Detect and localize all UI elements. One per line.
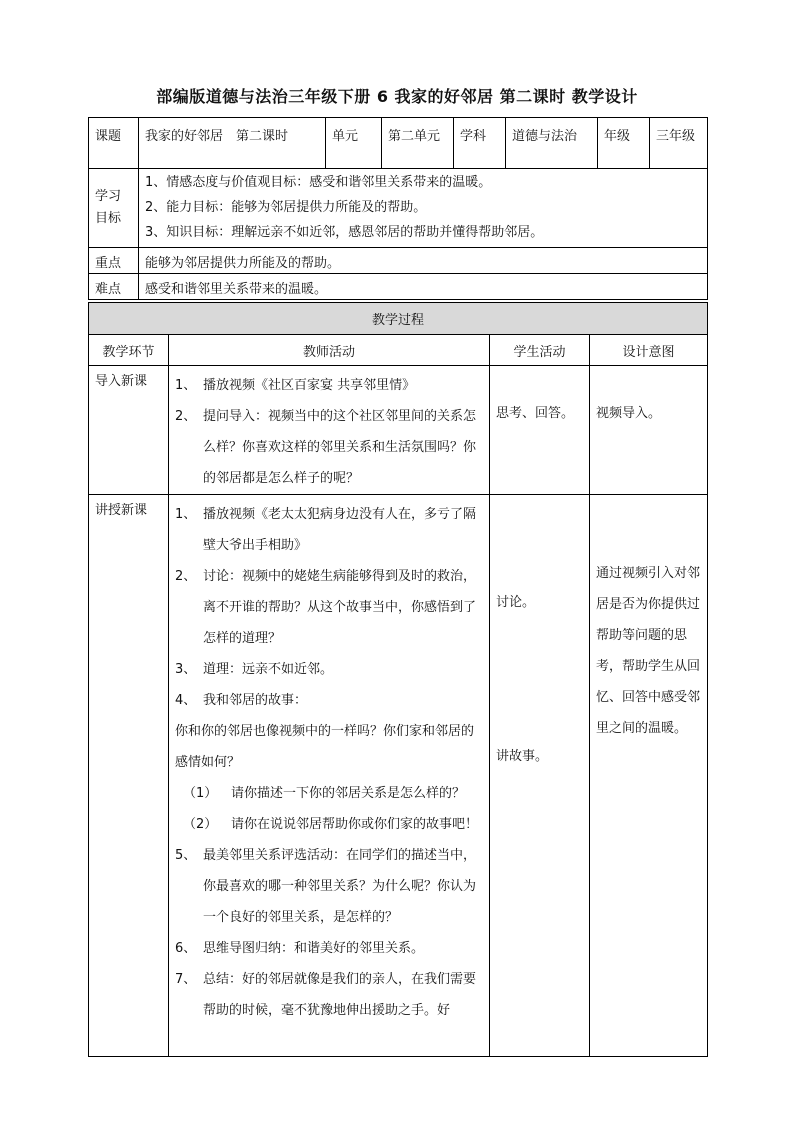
grade-label: 年级 <box>598 118 650 169</box>
lesson-intent: 通过视频引入对邻居是否为你提供过帮助等问题的思考，帮助学生从回忆、回答中感受邻里之间的温暖。 <box>590 495 708 1057</box>
lesson-item: 4、 我和邻居的故事： <box>175 693 308 708</box>
lesson-subitem: （2） 请你在说说邻居帮助你或你们家的故事吧！ <box>183 817 479 832</box>
lesson-student-1: 讨论。 <box>496 595 536 610</box>
goal-item: 3、知识目标：理解远亲不如近邻，感恩邻居的帮助并懂得帮助邻居。 <box>145 225 544 240</box>
goal-item: 1、情感态度与价值观目标：感受和谐邻里关系带来的温暖。 <box>145 175 492 190</box>
intro-item: 2、 提问导入：视频当中的这个社区邻里间的关系怎么样？你喜欢这样的邻里关系和生活氛围吗？你的邻居都是怎么样子的呢？ <box>175 409 477 486</box>
header-stage: 教学环节 <box>89 335 169 366</box>
intro-intent: 视频导入。 <box>590 366 708 495</box>
intro-item: 1、 播放视频《社区百家宴 共享邻里情》 <box>175 378 416 393</box>
lesson-subitem: （1） 请你描述一下你的邻居关系是怎么样的？ <box>183 786 466 801</box>
lesson-item: 5、 最美邻里关系评选活动：在同学们的描述当中，你最喜欢的哪一种邻里关系？为什么呢？你认为一个良好的邻里关系，是怎样的？ <box>175 848 477 925</box>
unit-value: 第二单元 <box>382 118 454 169</box>
intro-row <box>89 366 708 495</box>
intro-stage: 导入新课 <box>89 366 169 495</box>
lesson-paragraph: 你和你的邻居也像视频中的一样吗？你们家和邻居的感情如何？ <box>175 724 475 770</box>
lesson-item: 7、 总结：好的邻居就像是我们的亲人，在我们需要帮助的时候，毫不犹豫地伸出援助之手。好 <box>175 972 477 1018</box>
topic-label: 课题 <box>89 118 139 169</box>
difficulty-row <box>89 274 708 300</box>
lesson-item: 1、 播放视频《老太太犯病身边没有人在，多亏了隔壁大爷出手相助》 <box>175 507 477 553</box>
lesson-item: 6、 思维导图归纳：和谐美好的邻里关系。 <box>175 941 425 956</box>
difficulty-value: 感受和谐邻里关系带来的温暖。 <box>139 274 708 300</box>
process-header-row <box>89 335 708 366</box>
goal-item: 2、能力目标：能够为邻居提供力所能及的帮助。 <box>145 200 427 215</box>
lesson-item: 3、 道理：远亲不如近邻。 <box>175 662 334 677</box>
key-point-row <box>89 248 708 274</box>
subject-label: 学科 <box>454 118 506 169</box>
intro-teacher-cell <box>169 366 490 495</box>
unit-label: 单元 <box>326 118 382 169</box>
difficulty-label: 难点 <box>89 274 139 300</box>
header-student: 学生活动 <box>490 335 590 366</box>
lesson-stage: 讲授新课 <box>89 495 169 1057</box>
goals-row <box>89 169 708 248</box>
lesson-row <box>89 495 708 1057</box>
process-heading: 教学过程 <box>89 303 708 335</box>
info-table <box>88 117 708 300</box>
info-row <box>89 118 708 169</box>
lesson-item: 2、 讨论：视频中的姥姥生病能够得到及时的救治，离不开谁的帮助？从这个故事当中，你感悟到了怎样的道理？ <box>175 569 477 646</box>
goals-cell <box>139 169 708 248</box>
header-teacher: 教师活动 <box>169 335 490 366</box>
lesson-student-2: 讲故事。 <box>496 749 549 764</box>
lesson-student-cell <box>490 495 590 1057</box>
lesson-teacher-cell <box>169 495 490 1057</box>
key-point-value: 能够为邻居提供力所能及的帮助。 <box>139 248 708 274</box>
key-point-label: 重点 <box>89 248 139 274</box>
topic-value: 我家的好邻居 第二课时 <box>139 118 326 169</box>
page-title: 部编版道德与法治三年级下册 6 我家的好邻居 第二课时 教学设计 <box>156 87 638 106</box>
intro-student: 思考、回答。 <box>490 366 590 495</box>
goals-label: 学习目标 <box>89 169 139 248</box>
subject-value: 道德与法治 <box>506 118 598 169</box>
grade-value: 三年级 <box>650 118 708 169</box>
process-table <box>88 302 708 1057</box>
header-intent: 设计意图 <box>590 335 708 366</box>
